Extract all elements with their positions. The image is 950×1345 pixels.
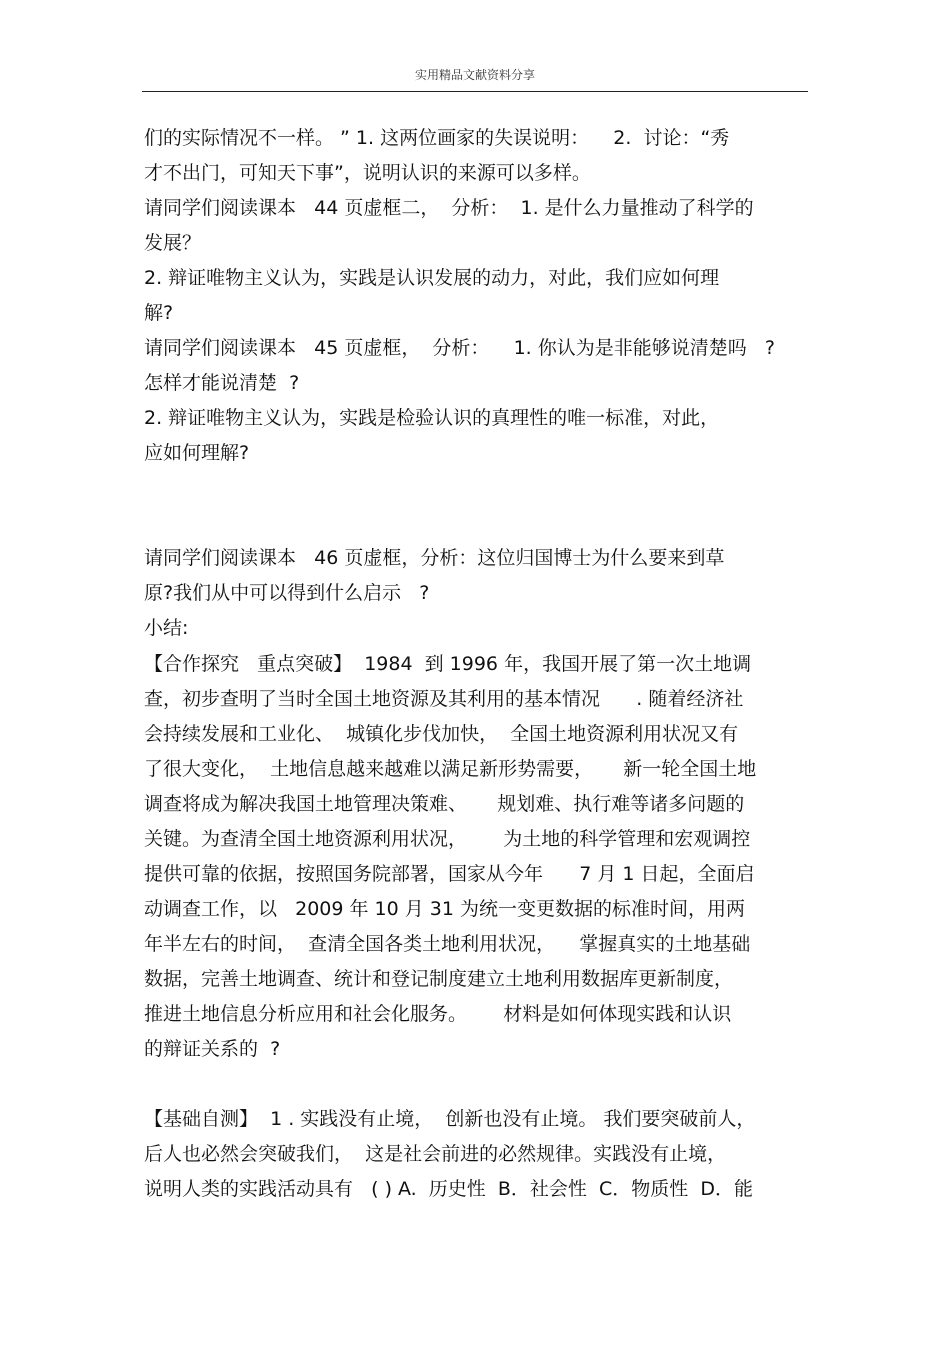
text-line: 解? — [144, 302, 174, 324]
text-line: 的辩证关系的 ? — [144, 1038, 281, 1060]
text-line: 数据，完善土地调查、统计和登记制度建立土地利用数据库更新制度， — [144, 968, 734, 990]
page-header: 实用精品文献资料分享 — [414, 68, 535, 82]
text-line: 【基础自测】 1 . 实践没有止境， 创新也没有止境。 我们要突破前人， — [144, 1108, 756, 1130]
text-line: 推进土地信息分析应用和社会化服务。 材料是如何体现实践和认识 — [144, 1003, 732, 1025]
text-line: 发展？ — [144, 232, 202, 254]
text-line: 2. 辩证唯物主义认为，实践是检验认识的真理性的唯一标准，对此， — [144, 407, 720, 429]
text-line: 【合作探究 重点突破】 1984 到 1996 年，我国开展了第一次土地调 — [144, 653, 752, 675]
text-line: 原?我们从中可以得到什么启示 ? — [144, 582, 430, 604]
text-line: 后人也必然会突破我们， 这是社会前进的必然规律。实践没有止境， — [144, 1143, 727, 1165]
text-line: 说明人类的实践活动具有 ( ) A. 历史性 B．社会性 C．物质性 D．能 — [144, 1178, 753, 1200]
text-line: 请同学们阅读课本 45 页虚框， 分析： 1. 你认为是非能够说清楚吗 ? — [144, 337, 775, 359]
text-line: 怎样才能说清楚 ? — [144, 372, 300, 394]
text-line: 了很大变化， 土地信息越来越难以满足新形势需要， 新一轮全国土地 — [144, 758, 757, 780]
text-line: 应如何理解? — [144, 442, 250, 464]
text-line: 提供可靠的依据，按照国务院部署，国家从今年 7 月 1 日起，全面启 — [144, 863, 755, 885]
text-line: 年半左右的时间， 查清全国各类土地利用状况， 掌握真实的土地基础 — [144, 933, 751, 955]
header-divider — [142, 91, 808, 92]
text-line: 请同学们阅读课本 46 页虚框，分析：这位归国博士为什么要来到草 — [144, 547, 725, 569]
text-line: 关键。为查清全国土地资源利用状况， 为土地的科学管理和宏观调控 — [144, 828, 751, 850]
text-line: 请同学们阅读课本 44 页虚框二， 分析： 1. 是什么力量推动了科学的 — [144, 197, 754, 219]
text-line: 会持续发展和工业化、 城镇化步伐加快， 全国土地资源利用状况又有 — [144, 723, 739, 745]
text-line: 们的实际情况不一样。 ” 1. 这两位画家的失误说明： 2. 讨论：“秀 — [144, 127, 730, 149]
text-line: 调查将成为解决我国土地管理决策难、 规划难、执行难等诸多问题的 — [144, 793, 745, 815]
text-line: 才不出门，可知天下事”，说明认识的来源可以多样。 — [144, 162, 591, 184]
text-line: 小结: — [144, 617, 189, 639]
text-line: 查，初步查明了当时全国土地资源及其利用的基本情况 . 随着经济社 — [144, 688, 744, 710]
text-line: 动调查工作，以 2009 年 10 月 31 为统一变更数据的标准时间，用两 — [144, 898, 746, 920]
text-line: 2. 辩证唯物主义认为，实践是认识发展的动力，对此，我们应如何理 — [144, 267, 720, 289]
